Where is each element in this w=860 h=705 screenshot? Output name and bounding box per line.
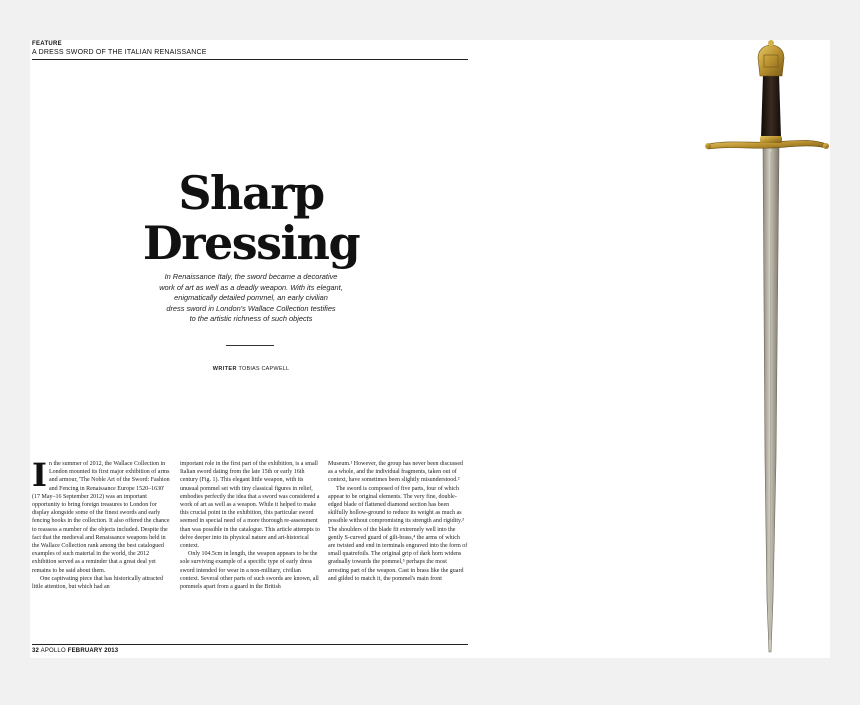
page-header xyxy=(32,40,468,57)
ferrule xyxy=(760,136,782,143)
magazine-spread xyxy=(30,40,830,658)
standfirst-line: enigmatically detailed pommel, an early civilian xyxy=(174,293,328,302)
title-line-2: Dressing xyxy=(142,216,360,270)
standfirst-line: In Renaissance Italy, the sword became a decorative xyxy=(164,272,338,281)
body-column-2 xyxy=(180,460,320,591)
byline xyxy=(140,366,362,372)
body-paragraph: The sword is composed of five parts, four of which appear to be original elements. The very fine, double-edged blade of flattened diamond section has been skilfully hollow-ground to reduce its weight as much as possible without compromising its strength and rigidity.³ The shoulders of the blade fit extremely well into the gently S-curved guard of gilt-brass,⁴ the arms of which are twisted and end in terminals engraved into the form of small quatrefoils. The original grip of dark horn widens gradually towards the pommel,⁵ perhaps the most arresting part of the weapon. Cast in brass like the guard and gilded to match it, the pommel's main front xyxy=(328,485,468,582)
body-paragraph: Only 104.5cm in length, the weapon appears to be the sole surviving example of a specific type of early dress sword intended for wear in a non-military, civilian context. Several other parts of such swords are known, all pommels apart from a guard in the British xyxy=(180,551,319,591)
title-line-1: Sharp xyxy=(178,166,324,220)
pommel xyxy=(758,45,784,76)
standfirst xyxy=(140,272,362,325)
section-subkicker: A DRESS SWORD OF THE ITALIAN RENAISSANCE xyxy=(32,49,207,56)
footer-rule xyxy=(32,644,468,645)
folio xyxy=(32,648,118,654)
byline-role: WRITER xyxy=(212,366,237,372)
grip xyxy=(761,74,781,138)
section-kicker: FEATURE xyxy=(32,41,62,47)
standfirst-line: to the artistic richness of such objects xyxy=(189,314,313,323)
magazine-name: APOLLO xyxy=(40,648,66,654)
standfirst-line: work of art as well as a deadly weapon. With its elegant, xyxy=(159,282,343,292)
issue-date: FEBRUARY 2013 xyxy=(67,648,119,654)
body-column-3 xyxy=(328,460,468,583)
byline-name: TOBIAS CAPWELL xyxy=(238,366,290,372)
byline-rule xyxy=(226,345,274,346)
body-paragraph: important role in the first part of the exhibition, is a small Italian sword dating from the late 15th or early 16th century (Fig. 1). This elegant little weapon, with its unusual pommel set with tiny classical figures in relief, embodies perfectly the idea that a sword was considered a work of art as well as a weapon. While it helped to make this crucial point in the exhibition, this particular sword seemed in special need of a more thorough re-assessment than was possible in the catalogue. This article attempts to delve deeper into its physical nature and art-historical context. xyxy=(180,461,320,550)
sword-image xyxy=(700,40,830,658)
body-paragraph: n the summer of 2012, the Wallace Collection in London mounted its first major exhibition of arms and armour, 'The Noble Art of the Sword: Fashion and Fencing in Renaissance Europe 1520–1630' (17 May–16 September 2012) was an important opportunity to bring foreign treasures to London for display alongside some of the finest swords and early fencing books in the collection. It also offered the chance to reassess a number of the objects included. Despite the fact that the medieval and Renaissance weapons held in the Wallace Collection rank among the best catalogued examples of such material in the world, the 2012 exhibition served as a reminder that a great deal yet remains to be said about them. xyxy=(32,461,170,574)
body-paragraph: Museum.¹ However, the group has never been discussed as a whole, and the individual fragments, taken out of context, have sometimes been slightly misunderstood.² xyxy=(328,461,464,484)
page-number: 32 xyxy=(32,648,40,654)
body-paragraph: One captivating piece that has historically attracted little attention, but which had an xyxy=(32,575,163,591)
standfirst-line: dress sword in London's Wallace Collection testifies xyxy=(166,303,336,313)
body-column-1 xyxy=(32,456,172,591)
dropcap: I xyxy=(32,456,47,494)
article-title xyxy=(142,168,360,268)
header-rule xyxy=(32,59,468,60)
